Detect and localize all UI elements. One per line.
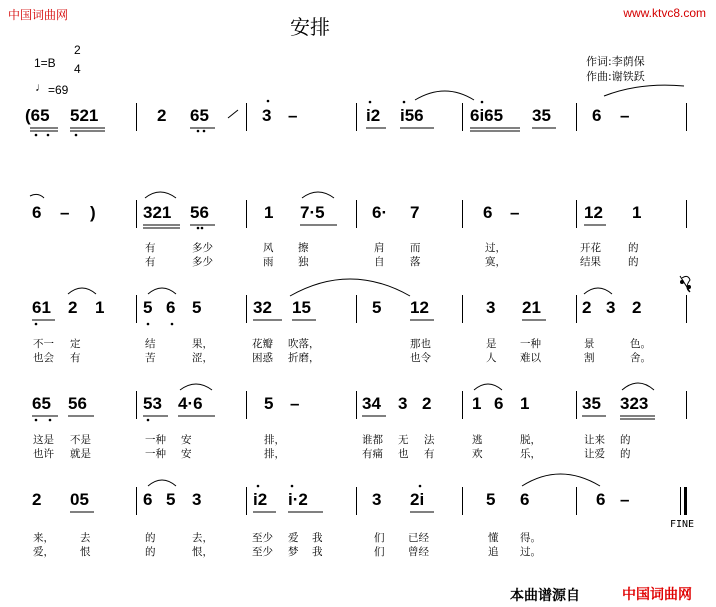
lyric: 也令: [410, 352, 431, 364]
note-group: 15: [292, 298, 311, 317]
lyric: 的: [620, 448, 631, 460]
song-title: 安排: [290, 15, 330, 39]
lyric: 擦: [298, 242, 309, 254]
lyric: 结: [145, 338, 156, 350]
note-group: 56: [190, 203, 209, 222]
note-group: –: [620, 106, 630, 125]
note-group: 5: [143, 298, 153, 317]
note-group: 12: [584, 203, 603, 222]
note-group: 2: [157, 106, 167, 125]
lyric: 是: [486, 338, 497, 350]
note-group: 35: [582, 394, 601, 413]
lyric: 安: [181, 448, 192, 460]
lyric: 那也: [410, 338, 431, 350]
note-group: 32: [253, 298, 272, 317]
lyric: 风: [263, 242, 274, 254]
lyric: 人: [486, 352, 497, 364]
lyric: 的: [620, 434, 631, 446]
lyric: 果，: [192, 338, 213, 350]
note-group: 3: [372, 490, 382, 509]
note-group: 6: [596, 490, 606, 509]
note-group: 321: [143, 203, 172, 222]
note-group: 53: [143, 394, 162, 413]
lyric: 至少: [252, 532, 273, 544]
lyric: 爱: [288, 532, 299, 544]
lyric: 花瓣: [252, 338, 273, 350]
lyric: 涩，: [192, 352, 213, 364]
note-group: i56: [400, 106, 424, 125]
note-group: 3: [398, 394, 408, 413]
lyric: 有: [145, 242, 156, 254]
lyric: 让来: [584, 434, 605, 446]
lyric: 追: [488, 546, 499, 558]
lyric: 开花: [580, 242, 601, 254]
lyric: 独: [298, 256, 309, 268]
lyric: 定: [70, 338, 81, 350]
lyric: 一种: [145, 434, 166, 446]
lyric: 让爱: [584, 448, 605, 460]
note-group: 6: [494, 394, 504, 413]
lyric: 困惑: [252, 352, 273, 364]
lyric: 恨，: [192, 546, 213, 558]
note-group: –: [290, 394, 300, 413]
lyric: 过。: [520, 546, 541, 558]
source-site-link[interactable]: 中国词曲网: [622, 587, 692, 603]
lyric: 有: [424, 448, 435, 460]
note-group: –: [510, 203, 520, 222]
lyric: 乐，: [520, 448, 541, 460]
lyric: 谁都: [362, 434, 383, 446]
note-group: 2: [68, 298, 78, 317]
note-group: 21: [522, 298, 541, 317]
lyric: 苦: [145, 352, 156, 364]
lyric: 也会: [33, 352, 54, 364]
note-group: 5: [372, 298, 382, 317]
lyric: 这是: [33, 434, 54, 446]
note-group: 3: [486, 298, 496, 317]
note-group: 1: [520, 394, 530, 413]
lyric: 已经: [408, 532, 429, 544]
note-group: 61: [32, 298, 51, 317]
note-group: 6: [520, 490, 530, 509]
lyric: 去: [80, 532, 91, 544]
lyric: 景: [584, 338, 595, 350]
site-url: www.ktvc8.com: [623, 6, 706, 20]
note-group: 5: [166, 490, 176, 509]
time-signature-top: 2: [74, 43, 81, 57]
lyric: 脱，: [520, 434, 541, 446]
lyric: 排，: [264, 434, 285, 446]
lyric: 肩: [374, 242, 385, 254]
note-group: 5: [192, 298, 202, 317]
lyric: 有: [145, 256, 156, 268]
lyric: 多少: [192, 256, 213, 268]
lyric: 也许: [33, 448, 54, 460]
lyric: 排，: [264, 448, 285, 460]
note-group: 1: [264, 203, 274, 222]
note-group: 34: [362, 394, 381, 413]
note-group: i·2: [288, 490, 308, 509]
lyric: 们: [374, 532, 385, 544]
lyric: 至少: [252, 546, 273, 558]
note-group: 6·: [372, 203, 388, 222]
note-group: 7·5: [300, 203, 325, 222]
note-group: 6: [143, 490, 153, 509]
note-group: 35: [532, 106, 551, 125]
lyric: 恨: [80, 546, 91, 558]
note-group: 6i65: [470, 106, 504, 125]
note-group: 4·6: [178, 394, 203, 413]
lyric: 的: [628, 242, 639, 254]
note-group: 65: [190, 106, 209, 125]
lyric: 得。: [520, 532, 541, 544]
note-group: 2: [632, 298, 642, 317]
lyric: 有: [70, 352, 81, 364]
note-group: 7: [410, 203, 420, 222]
note-group: 12: [410, 298, 429, 317]
lyric: 雨: [263, 256, 274, 268]
note-group: 3: [192, 490, 202, 509]
note-group: –: [620, 490, 630, 509]
note-group: 2: [582, 298, 592, 317]
composer: 作曲:谢铁跃: [586, 70, 645, 83]
lyric: 的: [628, 256, 639, 268]
lyric: 也: [398, 448, 409, 460]
lyric: 爱，: [33, 546, 54, 558]
lyric: 色。: [630, 338, 651, 350]
note-group: i2: [366, 106, 381, 125]
lyric: 梦: [288, 546, 299, 558]
lyric: 无: [398, 434, 409, 446]
note-group: 3: [262, 106, 272, 125]
note-group: 1: [632, 203, 642, 222]
note-group: i2: [253, 490, 268, 509]
lyric: 一种: [145, 448, 166, 460]
note-group: 56: [68, 394, 87, 413]
note-group: 6: [32, 203, 42, 222]
lyric: 落: [410, 256, 421, 268]
lyric: 结果: [580, 256, 601, 268]
source-label: 本曲谱源自: [510, 588, 580, 604]
note-group: 6: [166, 298, 176, 317]
lyric: 去，: [192, 532, 213, 544]
lyric: 一种: [520, 338, 541, 350]
tempo-note-icon: ♩: [35, 80, 47, 94]
lyric: 不是: [70, 434, 91, 446]
lyric: 舍。: [630, 352, 651, 364]
lyric: 我: [312, 546, 323, 558]
lyric: 逃: [472, 434, 483, 446]
time-signature-bottom: 4: [74, 62, 81, 76]
note-group: 521: [70, 106, 99, 125]
lyric: 安: [181, 434, 192, 446]
note-group: 1: [95, 298, 105, 317]
note-group: 65: [32, 394, 51, 413]
lyric: 来，: [33, 532, 54, 544]
note-group: 323: [620, 394, 649, 413]
note-group: 1: [472, 394, 482, 413]
lyric: 割: [584, 352, 595, 364]
lyric: 吹落，: [288, 338, 320, 350]
note-group: 2: [32, 490, 42, 509]
note-group: 5: [486, 490, 496, 509]
note-group: (65: [25, 106, 50, 125]
lyric: 欢: [472, 448, 483, 460]
lyric: 们: [374, 546, 385, 558]
note-group: 2i: [410, 490, 425, 509]
note-group: –: [288, 106, 298, 125]
fine-marker: FINE: [670, 519, 695, 530]
note-group: ): [90, 203, 96, 222]
note-group: 05: [70, 490, 89, 509]
note-group: 5: [264, 394, 274, 413]
lyric: 的: [145, 532, 156, 544]
lyric: 曾经: [408, 546, 429, 558]
lyric: 过，: [485, 242, 506, 254]
site-logo-left: 中国词曲网: [8, 8, 69, 22]
lyric: 难以: [520, 352, 541, 364]
note-group: 6: [592, 106, 602, 125]
note-group: 6: [483, 203, 493, 222]
key-signature: 1=B: [34, 56, 56, 70]
note-group: 2: [422, 394, 432, 413]
note-group: 3: [606, 298, 616, 317]
note-group: –: [60, 203, 70, 222]
lyric: 寞，: [485, 256, 506, 268]
lyric: 懂: [488, 532, 499, 544]
lyric: 的: [145, 546, 156, 558]
lyric: 就是: [70, 448, 91, 460]
lyric: 法: [424, 434, 435, 446]
lyric: 多少: [192, 242, 213, 254]
lyric: 自: [374, 256, 385, 268]
tempo: =69: [48, 83, 69, 97]
lyric: 不一: [33, 338, 54, 350]
lyricist: 作词:李荫保: [586, 55, 645, 68]
lyric: 我: [312, 532, 323, 544]
lyric: 折磨，: [288, 352, 320, 364]
lyric: 而: [410, 242, 421, 254]
lyric: 有痛: [362, 448, 383, 460]
